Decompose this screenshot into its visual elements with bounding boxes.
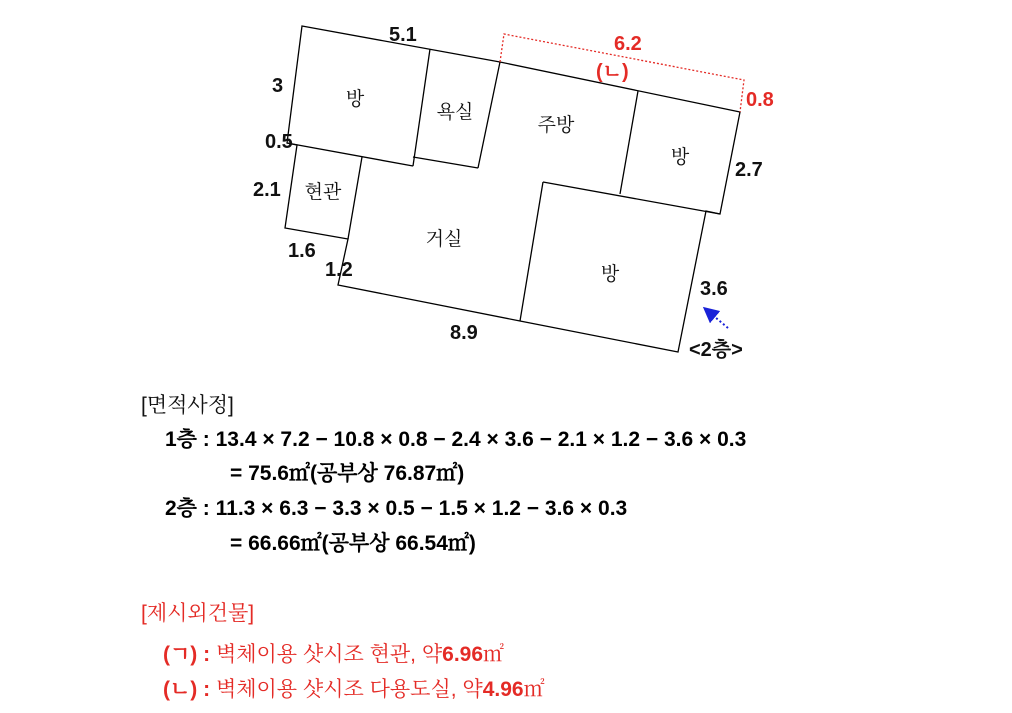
room-label-bathroom: 욕실 xyxy=(436,101,474,123)
dimension-left-upper: 3 xyxy=(272,75,284,97)
room-label-entrance: 현관 xyxy=(304,181,342,203)
dimension-entrance-width: 1.6 xyxy=(288,240,316,262)
outbuilding-description: 벽체이용 샷시조 현관, 약 xyxy=(210,643,443,666)
outbuildings-heading: [제시외건물] xyxy=(141,602,255,625)
direction-arrow xyxy=(709,312,728,328)
room-label-living: 거실 xyxy=(425,228,463,250)
floor1-formula: 1층 : 13.4 × 7.2 − 10.8 × 0.8 − 2.4 × 3.6 − 2.1 × 1.2 − 3.6 × 0.3 xyxy=(165,428,747,451)
dimension-bottom: 8.9 xyxy=(450,322,478,344)
outbuilding-marker: (ㄱ) : xyxy=(163,643,211,666)
outbuilding-item xyxy=(163,677,545,703)
annex-depth: 0.8 xyxy=(746,89,774,111)
dimension-right-upper: 2.7 xyxy=(735,159,763,181)
floor2-result: = 66.66㎡(공부상 66.54㎡) xyxy=(230,532,476,555)
floor-label: <2층> xyxy=(689,339,743,361)
room-label-kitchen: 주방 xyxy=(537,114,575,136)
dimension-entrance-height: 2.1 xyxy=(253,179,281,201)
outbuilding-area: 4.96 xyxy=(482,678,524,701)
outbuilding-unit: ㎡ xyxy=(523,678,545,701)
room-label-right: 방 xyxy=(670,146,690,168)
outbuilding-marker: (ㄴ) : xyxy=(163,678,211,701)
outbuilding-unit: ㎡ xyxy=(483,643,505,666)
room-label-top-left: 방 xyxy=(345,88,365,110)
area-calculation-heading: [면적사정] xyxy=(141,394,234,417)
outbuilding-description: 벽체이용 샷시조 다용도실, 약 xyxy=(210,678,483,701)
floor2-formula: 2층 : 11.3 × 6.3 − 3.3 × 0.5 − 1.5 × 1.2 − 3.6 × 0.3 xyxy=(165,497,628,520)
outbuilding-item xyxy=(163,642,504,668)
dimension-top: 5.1 xyxy=(389,24,417,46)
annex-marker: (ㄴ) xyxy=(596,61,629,83)
dimension-left-offset: 0.5 xyxy=(265,131,293,153)
outbuilding-area: 6.96 xyxy=(442,643,484,666)
dimension-right-lower: 3.6 xyxy=(700,278,728,300)
annex-width: 6.2 xyxy=(614,33,642,55)
floor1-result: = 75.6㎡(공부상 76.87㎡) xyxy=(230,462,465,485)
dimension-living-offset: 1.2 xyxy=(325,259,353,281)
building-outline xyxy=(285,26,740,352)
room-label-large: 방 xyxy=(600,263,620,285)
